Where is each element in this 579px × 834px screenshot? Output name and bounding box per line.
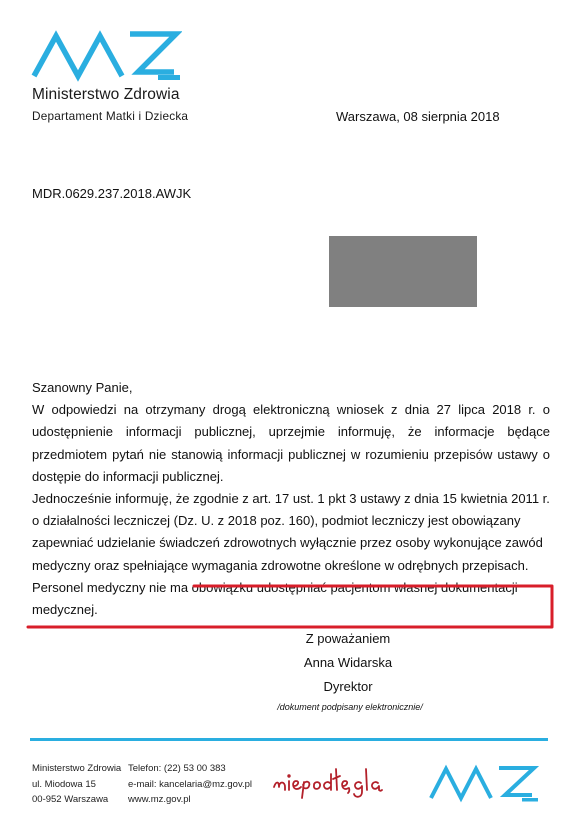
footer-address: [32, 761, 121, 808]
reference-number: MDR.0629.237.2018.AWJK: [32, 186, 192, 201]
paragraph-2: Jednocześnie informuję, że zgodnie z art. 17 ust. 1 pkt 3 ustawy z dnia 15 kwietnia 2011 r. o działalności leczniczej (Dz. U. z 2018 poz. 160), podmiot leczniczy jest obowiązany zapewniać udzielanie świadczeń zdrowotnych wyłącznie przez osoby wykonujące zawód medyczny oraz spełniające wymagania zdrowotne określone w odrębnych przepisach. Personel medyczny nie ma obowiązku udostępniać pacjentom własnej dokumentacji medycznej.: [32, 491, 550, 618]
contact-line: www.mz.gov.pl: [128, 794, 191, 805]
department-name: Departament Matki i Dziecka: [32, 109, 189, 123]
paragraph-1: W odpowiedzi na otrzymany drogą elektroniczną wniosek z dnia 27 lipca 2018 r. o udostępnienie informacji publicznej, uprzejmie informuję, że informacje będące przedmiotem pytań nie stanowią informacji publicznej w rozumieniu przepisów ustawy o dostępie do informacji publicznej.: [32, 402, 550, 484]
signer-name: Anna Widarska: [303, 655, 393, 670]
footer-contact: [128, 761, 252, 808]
mz-logo-icon: [30, 28, 182, 82]
contact-line: Telefon: (22) 53 00 383: [128, 763, 226, 774]
mz-logo-icon: [428, 763, 540, 803]
closing: Z poważaniem: [305, 631, 391, 646]
salutation: Szanowny Panie,: [32, 380, 133, 395]
signer-title: Dyrektor: [323, 679, 373, 694]
niepodlegla-logo-icon: [270, 763, 408, 801]
footer-divider: [30, 738, 548, 741]
signature-note: /dokument podpisany elektronicznie/: [277, 702, 423, 712]
contact-line: e-mail: kancelaria@mz.gov.pl: [128, 778, 253, 790]
redacted-recipient-block: [329, 236, 477, 307]
address-line: ul. Miodowa 15: [32, 778, 96, 790]
highlight-annotation: [26, 583, 558, 631]
address-line: Ministerstwo Zdrowia: [32, 763, 122, 774]
address-line: 00-952 Warszawa: [32, 794, 109, 805]
ministry-name: Ministerstwo Zdrowia: [32, 86, 180, 103]
place-date: Warszawa, 08 sierpnia 2018: [336, 109, 500, 124]
